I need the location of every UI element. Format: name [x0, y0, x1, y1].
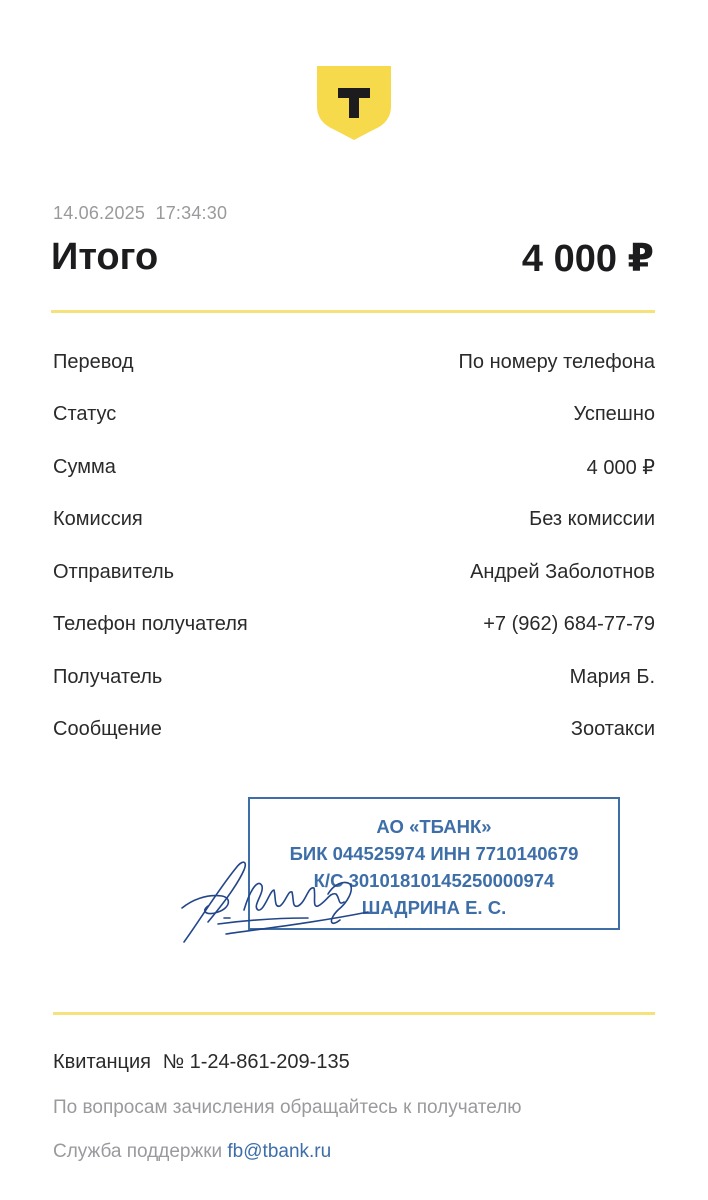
detail-value: По номеру телефона [458, 350, 655, 373]
detail-value: Зоотакси [570, 718, 655, 741]
tbank-logo-icon [317, 66, 391, 140]
detail-row-status [53, 389, 655, 442]
detail-value: +7 (962) 684-77-79 [483, 613, 655, 636]
detail-value: Без комиссии [529, 508, 655, 531]
detail-row-transfer [53, 336, 655, 389]
detail-row-recipient-phone [53, 599, 655, 652]
detail-value: Андрей Заболотнов [470, 560, 655, 583]
detail-label: Телефон получателя [53, 613, 248, 636]
bottom-divider [53, 1012, 655, 1015]
detail-row-message [53, 704, 655, 757]
detail-value: Успешно [573, 403, 655, 426]
detail-value: Мария Б. [569, 665, 655, 688]
receipt-number: № 1-24-861-209-135 [162, 1051, 350, 1073]
detail-value: 4 000 ₽ [586, 456, 655, 479]
transaction-time: 17:34:30 [155, 203, 228, 223]
total-label: Итого [51, 236, 159, 278]
signature-icon [178, 850, 378, 950]
total-amount: 4 000 ₽ [521, 238, 654, 280]
detail-label: Комиссия [53, 508, 143, 531]
stamp-bik-inn: БИК 044525974 ИНН 7710140679 [289, 843, 579, 864]
support-email-link[interactable]: fb@tbank.ru [227, 1141, 332, 1162]
receipt-info [53, 1051, 350, 1074]
detail-label: Отправитель [53, 560, 175, 583]
detail-row-recipient [53, 651, 655, 704]
detail-row-amount [53, 441, 655, 494]
detail-label: Перевод [53, 350, 134, 373]
stamp-bank-name: АО «ТБАНК» [376, 816, 492, 837]
transaction-datetime [53, 203, 227, 224]
receipt-label: Квитанция [53, 1051, 152, 1073]
detail-label: Получатель [53, 665, 163, 688]
detail-row-sender [53, 546, 655, 599]
support-line [53, 1141, 331, 1163]
detail-row-commission [53, 494, 655, 547]
details-list [53, 336, 655, 756]
detail-label: Статус [53, 403, 117, 426]
detail-label: Сумма [53, 455, 116, 478]
stamp-correspondent-account: К/С 30101810145250000974 [313, 870, 555, 891]
detail-label: Сообщение [53, 718, 162, 741]
recipient-note: По вопросам зачисления обращайтесь к получателю [53, 1097, 522, 1118]
top-divider [51, 310, 655, 313]
stamp-signatory: ШАДРИНА Е. С. [361, 897, 507, 918]
support-label: Служба поддержки [53, 1141, 223, 1162]
transaction-date: 14.06.2025 [53, 203, 146, 223]
